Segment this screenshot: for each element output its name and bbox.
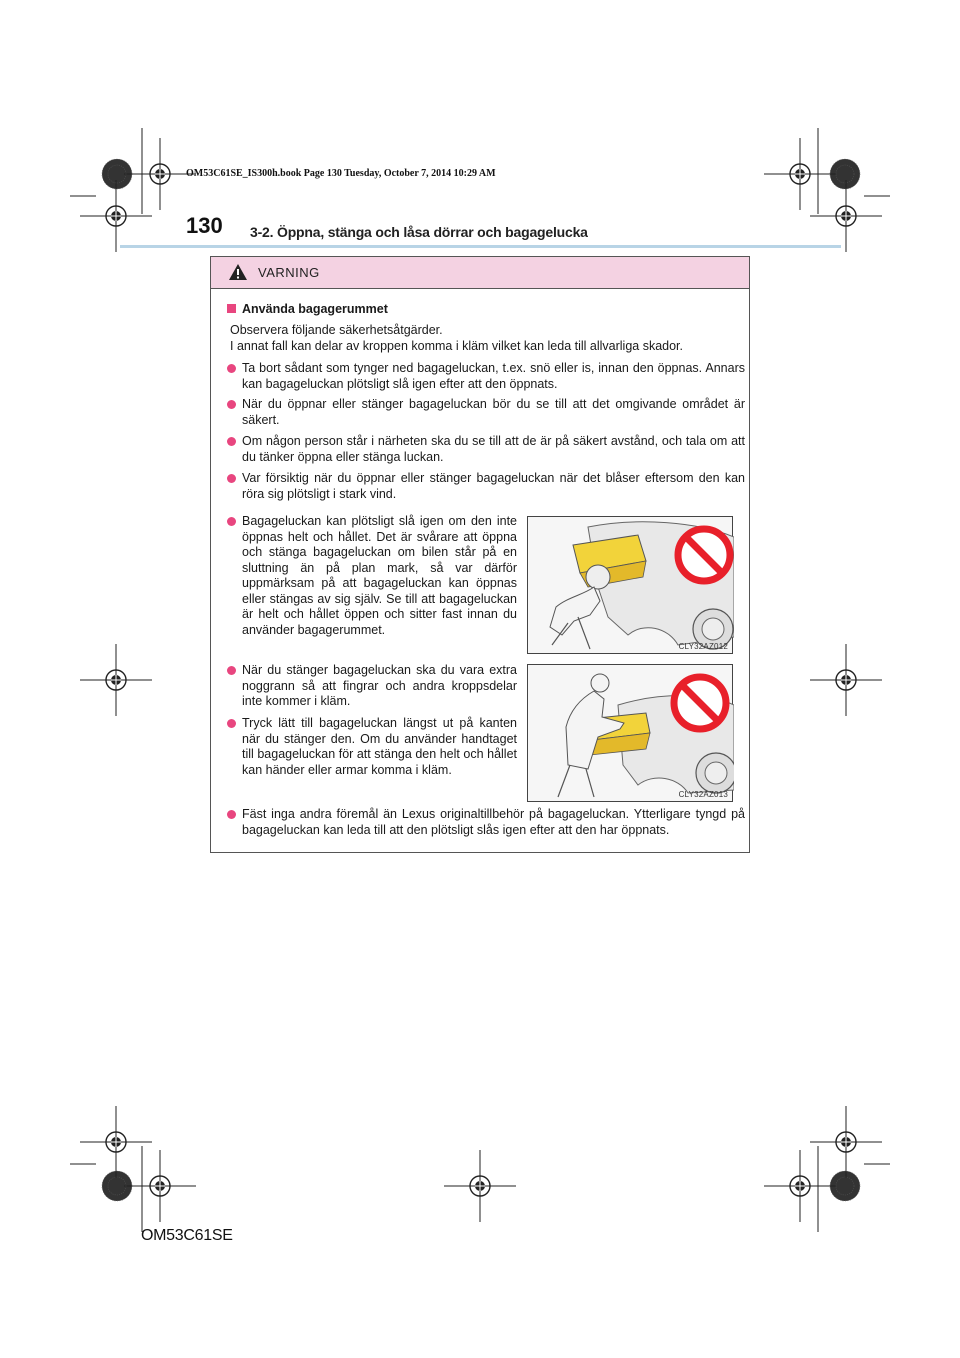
warning-header (211, 257, 749, 289)
list-item: Fäst inga andra föremål än Lexus originaltillbehör på bagageluckan. Ytterligare tyngd på bagageluckan kan leda till att den plötsligt slås igen efter att den har öppnats. (227, 807, 745, 838)
warning-triangle-icon (228, 263, 248, 281)
header-rule (120, 245, 841, 248)
figure-code: CLY32AZ013 (678, 790, 728, 799)
print-info: OM53C61SE_IS300h.book Page 130 Tuesday, October 7, 2014 10:29 AM (186, 168, 496, 179)
figure-tailgate-closing (527, 664, 733, 802)
intro-line-2: I annat fall kan delar av kroppen komma i kläm vilket kan leda till allvarliga skador. (230, 339, 683, 353)
document-code: OM53C61SE (141, 1227, 233, 1244)
list-item: Tryck lätt till bagageluckan längst ut på kanten när du stänger den. Om du använder handtaget till bagageluckan för att stänga den helt och hållet kan händer eller armar komma i kläm. (227, 716, 517, 778)
list-item: Ta bort sådant som tynger ned bagageluckan, t.ex. snö eller is, innan den öppnas. Annars kan bagageluckan plötsligt slå igen efter att den öppnats. (227, 361, 745, 392)
figure-code: CLY32AZ012 (678, 642, 728, 651)
list-item: Om någon person står i närheten ska du se till att de är på säkert avstånd, och tala om att du tänker öppna eller stänga luckan. (227, 434, 745, 465)
figure-tailgate-open (527, 516, 733, 654)
warning-box (210, 256, 750, 853)
list-item: Var försiktig när du öppnar eller stänger bagageluckan när det blåser eftersom den kan röra sig plötsligt i stark vind. (227, 471, 745, 502)
list-item: Bagageluckan kan plötsligt slå igen om den inte öppnas helt och hållet. Det är svårare att öppna och stänga bagageluckan om bilen står på en sluttning än på plan mark, så var därför uppmärksam på att bagageluckan kan öppnas eller stängas av sig själv. Se till att bagageluckan är helt och hållet öppen och sitter fast innan du använder bagagerummet. (227, 514, 517, 638)
square-bullet-icon (227, 304, 236, 313)
tailgate-closing-illustration (528, 665, 734, 803)
tailgate-open-illustration (528, 517, 734, 655)
section-title: 3-2. Öppna, stänga och låsa dörrar och bagagelucka (250, 224, 588, 240)
list-item: När du stänger bagageluckan ska du vara extra noggrann så att fingrar och andra kroppsdelar inte kommer i kläm. (227, 663, 517, 710)
page-number: 130 (186, 213, 223, 238)
intro-line-1: Observera följande säkerhetsåtgärder. (230, 323, 443, 337)
list-item: När du öppnar eller stänger bagageluckan bör du se till att det omgivande området är säkert. (227, 397, 745, 428)
subheading: Använda bagagerummet (227, 302, 388, 318)
warning-label: VARNING (258, 265, 320, 280)
